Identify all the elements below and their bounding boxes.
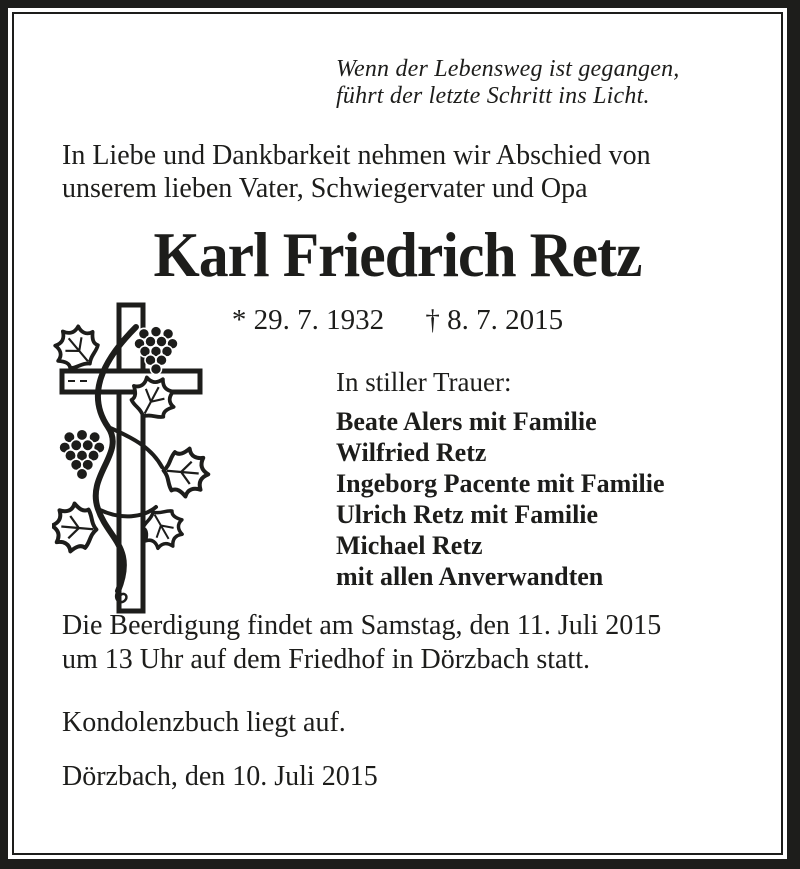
mourner-line: Ulrich Retz mit Familie: [336, 500, 599, 529]
funeral-info: [62, 609, 661, 676]
deceased-name: Karl Friedrich Retz: [153, 219, 642, 290]
epigraph: [336, 56, 679, 110]
mourning-label: In stiller Trauer:: [336, 367, 512, 397]
intro-line: In Liebe und Dankbarkeit nehmen wir Abschied von: [62, 140, 651, 171]
mourner-line: mit allen Anverwandten: [336, 562, 604, 591]
intro-line: unserem lieben Vater, Schwiegervater und Opa: [62, 173, 588, 204]
inner-frame: [12, 12, 783, 855]
cross-grapevine-icon: [52, 299, 212, 619]
mourners-list: [336, 406, 665, 592]
epigraph-line: Wenn der Lebensweg ist gegangen,: [336, 56, 680, 82]
epigraph-line: führt der letzte Schritt ins Licht.: [336, 83, 650, 109]
mourner-line: Michael Retz: [336, 531, 483, 560]
death-date: † 8. 7. 2015: [425, 304, 564, 336]
mourner-line: Wilfried Retz: [336, 438, 487, 467]
birth-date: * 29. 7. 1932: [231, 304, 385, 336]
funeral-line: um 13 Uhr auf dem Friedhof in Dörzbach statt.: [62, 643, 590, 675]
mourner-line: Ingeborg Pacente mit Familie: [336, 469, 665, 498]
funeral-line: Die Beerdigung findet am Samstag, den 11. Juli 2015: [62, 610, 662, 641]
place-dateline: Dörzbach, den 10. Juli 2015: [62, 761, 378, 792]
condolence-note: Kondolenzbuch liegt auf.: [62, 707, 346, 738]
intro-text: [62, 139, 651, 205]
mourner-line: Beate Alers mit Familie: [336, 407, 597, 436]
